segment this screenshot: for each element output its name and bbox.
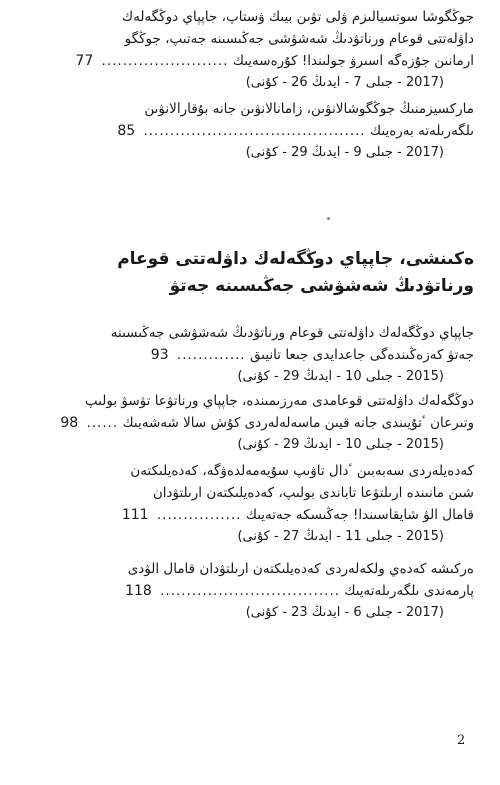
leader-dots: ................ [156, 507, 242, 523]
entry-date: (2017 - جىلى 7 - ايدىڭ 26 - كۇنى) [245, 75, 444, 90]
section-heading [24, 246, 474, 300]
entry-title-line [24, 344, 474, 366]
entry-date: (2015 - جىلى 11 - ايدىڭ 27 - كۇنى) [237, 529, 444, 544]
entry-title-line [24, 120, 474, 142]
toc-entry [24, 460, 474, 548]
section-heading-line: ورناتۋدىڭ شەشۋشى جەڭىسىنە جەتۋ [169, 276, 474, 296]
entry-title-line: داۋلەتتى قوعام ورناتۋدىڭ شەشۋشى جەڭىسىنە جەتىپ، جوڭگو [124, 31, 474, 47]
entry-title-line: جاپپاي دوڭگەلەك داۋلەتتى قوعام ورناتۋدىڭ شەشۋشى جەڭىسىنە [110, 325, 474, 341]
entry-title-line: شىن مانىندە ارىلتۋعا تاباندى بولىپ، كەدەيلىكتەن ارىلتۋدان [152, 485, 474, 501]
entry-title-line [24, 580, 474, 602]
page-reference: 77 [75, 53, 94, 69]
page-reference: 118 [125, 583, 152, 599]
toc-entry [24, 6, 474, 94]
entry-title-text: قامال الۋ شايقاسىندا! جەڭىسكە جەتەيىك [245, 507, 474, 523]
page-reference: 93 [150, 347, 169, 363]
leader-dots: .......................................... [143, 123, 366, 139]
entry-title-text: پارمەندى ىلگەرىلەتەيىك [344, 583, 474, 599]
toc-entry [24, 322, 474, 388]
entry-title-line: ماركسيزمنىڭ جوڭگوشالانۋىن، زامانالانۋىن جانە بۇقارالانۋىن [144, 101, 474, 117]
entry-title-line [24, 504, 474, 526]
entry-date: (2015 - جىلى 10 - ايدىڭ 29 - كۇنى) [237, 437, 444, 452]
entry-title-text: ارمانىن جۇزەگە اسىرۋ جولىندا! كۇرەسەيىك [232, 53, 474, 69]
entry-title-line: دوڭگەلەك داۋلەتتى قوعامدى مەرزىمىندە، جاپپاي ورناتۋعا تۋسۋ بولىپ [84, 393, 474, 409]
entry-title-line: ەركىشە كەدەي ولكەلەردى كەدەيلىكتەن ارىلتۋدان قامال الۋدى [127, 561, 474, 577]
entry-date: (2017 - جىلى 9 - ايدىڭ 29 - كۇنى) [245, 145, 444, 160]
leader-dots: .................................. [160, 583, 341, 599]
page-number: 2 [457, 733, 466, 748]
page-reference: 85 [117, 123, 136, 139]
entry-title-line [24, 412, 474, 434]
entry-title-line: كەدەيلەردى سەبەبىن ٴدال تاۋىپ سۇيەمەلدەۋگە، كەدەيلىكتەن [130, 463, 474, 479]
separator-dot [327, 217, 330, 220]
toc-entry [24, 558, 474, 624]
entry-title-text: ىلگەرىلەتە بەرەيىك [370, 123, 474, 139]
toc-entry [24, 390, 474, 456]
entry-date: (2017 - جىلى 6 - ايدىڭ 23 - كۇنى) [245, 605, 444, 620]
section-heading-line: ەكىنشى، جاپپاي دوڭگەلەك داۋلەتتى قوعام [117, 249, 474, 269]
entry-date: (2015 - جىلى 10 - ايدىڭ 29 - كۇنى) [237, 369, 444, 384]
entry-title-line [24, 50, 474, 72]
page-reference: 98 [60, 415, 79, 431]
entry-title-text: وتىرعان ٴتۇيىندى جانە قيىن ماسەلەلەردى كۇش سالا شەشەيىك [122, 415, 474, 431]
leader-dots: ...... [86, 415, 119, 431]
leader-dots: ........................ [101, 53, 229, 69]
page-reference: 111 [121, 507, 149, 523]
leader-dots: ............. [176, 347, 246, 363]
toc-entry [24, 98, 474, 164]
entry-title-text: جەتۋ كەزەڭىندەگى جاعدايدى جىعا تانيىق [250, 347, 474, 363]
entry-title-line: جوڭگوشا سوتسيالىزم ۋلى تۋىن بيىك ۋستاپ، جاپپاي دوڭگەلەك [121, 9, 474, 25]
